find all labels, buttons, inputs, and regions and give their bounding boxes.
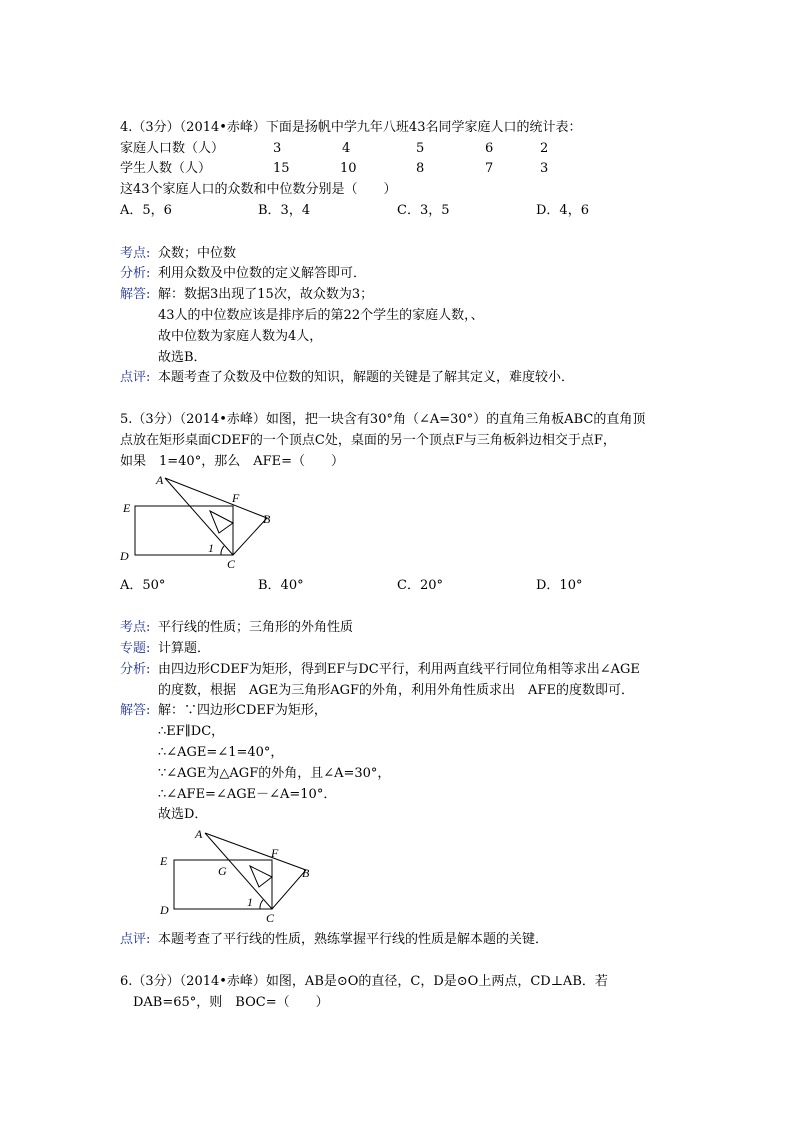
q5-option-c: C．20° <box>397 578 443 593</box>
q5-jieda-line: ∴∠AFE=∠AGE－∠A=10°． <box>158 787 337 802</box>
q5-fenxi-tag: 分析: <box>120 662 151 677</box>
q4-option-c: C．3，5 <box>397 203 450 218</box>
table-cell: 10 <box>340 161 357 176</box>
q4-header: 4.（3分）（2014•赤峰）下面是扬帆中学九年八班43名同学家庭人口的统计表： <box>120 120 582 135</box>
q5-jieda-line: 解：∵四边形CDEF为矩形， <box>158 703 327 718</box>
label-f: F <box>232 491 240 505</box>
q6-line1: 6.（3分）（2014•赤峰）如图，AB是⊙O的直径，C，D是⊙O上两点，CD⊥AB．若 <box>120 974 608 989</box>
q4-option-b: B．3，4 <box>258 203 311 218</box>
table-cell: 2 <box>540 141 549 156</box>
table-row2-label: 学生人数（人） <box>120 161 212 176</box>
q4-question: 这43个家庭人口的众数和中位数分别是（ ） <box>120 182 397 197</box>
q5-kaodian-tag: 考点: <box>120 620 151 635</box>
q4-jieda-line: 故中位数为家庭人数为4人， <box>158 329 323 344</box>
inner-triangle <box>250 866 272 887</box>
q4-dianping-tag: 点评: <box>120 370 151 385</box>
q5-zhuanti: 计算题． <box>158 641 211 656</box>
label-e: E <box>123 501 131 515</box>
table-cell: 3 <box>273 141 282 156</box>
table-cell: 6 <box>485 141 494 156</box>
table-cell: 7 <box>485 161 494 176</box>
table-cell: 5 <box>416 141 425 156</box>
label-c: C <box>266 911 275 925</box>
q4-jieda-line: 解：数据3出现了15次，故众数为3； <box>158 287 374 302</box>
q5-kaodian: 平行线的性质；三角形的外角性质 <box>158 620 354 635</box>
q5-figure <box>110 470 285 570</box>
q5-jieda-line: ∴EF∥DC， <box>158 724 225 739</box>
label-1: 1 <box>247 895 253 909</box>
q4-kaodian-tag: 考点: <box>120 246 151 261</box>
q4-fenxi: 利用众数及中位数的定义解答即可． <box>158 266 367 281</box>
q4-jieda-line: 43人的中位数应该是排序后的第22个学生的家庭人数，、 <box>158 308 484 323</box>
label-b: B <box>302 866 310 880</box>
q5-line1: 5.（3分）（2014•赤峰）如图，把一块含有30°角（∠A=30°）的直角三角板ABC的直角顶 <box>120 412 646 427</box>
q5-option-b: B．40° <box>258 578 304 593</box>
q5-option-a: A．50° <box>120 578 166 593</box>
q4-option-a: A．5，6 <box>120 203 172 218</box>
table-cell: 15 <box>273 161 290 176</box>
q5-line3: 如果 1=40°，那么 AFE=（ ） <box>120 454 344 469</box>
q4-jieda-tag: 解答: <box>120 287 151 302</box>
q5-jieda-tag: 解答: <box>120 703 151 718</box>
label-f: F <box>271 846 279 860</box>
q5-zhuanti-tag: 专题: <box>120 641 151 656</box>
q4-option-d: D．4，6 <box>536 203 589 218</box>
q4-dianping: 本题考查了众数及中位数的知识，解题的关键是了解其定义，难度较小． <box>158 370 575 385</box>
q5-fenxi-line: 的度数，根据 AGE为三角形AGF的外角，利用外角性质求出 AFE的度数即可． <box>158 683 634 698</box>
q5-jieda-line: ∵∠AGE为△AGF的外角，且∠A=30°， <box>158 766 391 781</box>
label-d: D <box>120 549 129 563</box>
q5-jieda-line: 故选D． <box>158 807 208 822</box>
table-cell: 8 <box>416 161 425 176</box>
label-a: A <box>156 473 164 487</box>
table-row1-label: 家庭人口数（人） <box>120 141 225 156</box>
triangle-abc <box>165 478 267 555</box>
angle-1-arc <box>260 900 263 909</box>
q5-option-d: D．10° <box>536 578 583 593</box>
q4-fenxi-tag: 分析: <box>120 266 151 281</box>
inner-triangle <box>210 511 233 533</box>
q5-solution-figure <box>150 825 325 925</box>
label-g: G <box>218 864 227 878</box>
label-1: 1 <box>208 541 214 555</box>
q6-line2: DAB=65°，则 BOC=（ ） <box>120 995 329 1010</box>
table-cell: 3 <box>540 161 549 176</box>
label-b: B <box>263 512 271 526</box>
table-cell: 4 <box>342 141 351 156</box>
q5-fenxi-line: 由四边形CDEF为矩形，得到EF与DC平行，利用两直线平行同位角相等求出∠AGE <box>158 662 640 677</box>
angle-1-arc <box>221 546 224 555</box>
q5-jieda-line: ∴∠AGE=∠1=40°， <box>158 745 284 760</box>
q4-jieda-line: 故选B． <box>158 350 207 365</box>
q5-line2: 点放在矩形桌面CDEF的一个顶点C处，桌面的另一个顶点F与三角板斜边相交于点F， <box>120 433 616 448</box>
q4-kaodian: 众数；中位数 <box>158 246 237 261</box>
label-a: A <box>195 827 203 841</box>
label-e: E <box>160 854 168 868</box>
label-d: D <box>160 903 169 917</box>
q5-dianping: 本题考查了平行线的性质，熟练掌握平行线的性质是解本题的关键． <box>158 932 549 947</box>
label-c: C <box>227 557 236 570</box>
q5-dianping-tag: 点评: <box>120 932 151 947</box>
